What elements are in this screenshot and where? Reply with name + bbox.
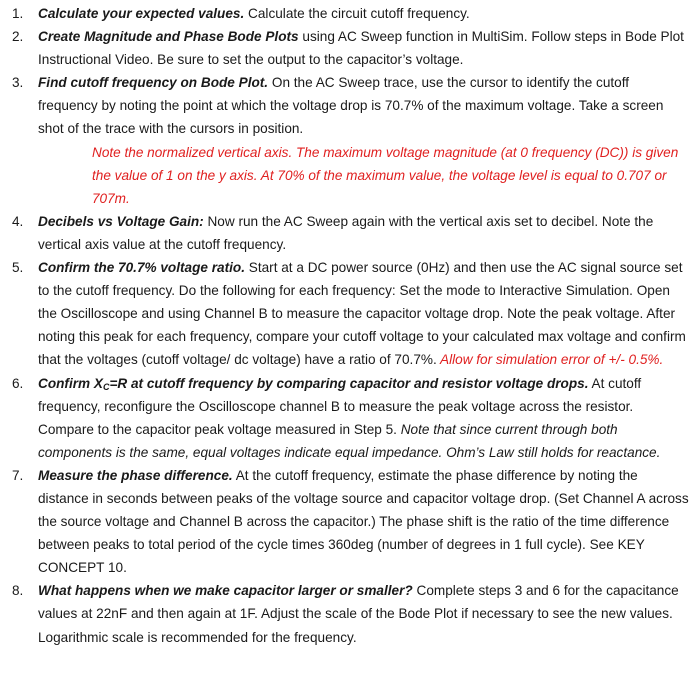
step-number: 1. [12, 6, 24, 21]
step-number: 3. [12, 75, 24, 91]
step-title-subscript: C [102, 381, 110, 392]
step-number: 6. [12, 375, 24, 391]
step-number: 2. [12, 29, 24, 45]
step-6 [12, 372, 690, 464]
step-text: At cutoff frequency, reconfigure the Oscilloscope channel B to measure the peak voltage across the resistor. Compare to the capacitor peak voltage measured in Step 5. [38, 375, 642, 437]
step-body [38, 71, 690, 210]
step-body [38, 372, 690, 464]
step-title: Confirm the 70.7% voltage ratio. [38, 260, 245, 276]
step-7 [12, 464, 690, 579]
step-body [38, 256, 690, 371]
step-number: 7. [12, 467, 24, 483]
step-title: Decibels vs Voltage Gain: [38, 213, 204, 229]
step-title-pre: Confirm X [38, 375, 103, 391]
step-body [38, 2, 690, 25]
step-title: Find cutoff frequency on Bode Plot. [38, 75, 269, 91]
step-text: Start at a DC power source (0Hz) and then use the AC signal source set to the cutoff frequency. Do the following for each frequency: Set the mode to Interactive Simulation. Open the Oscilloscope and using Channel B to measure the capacitor voltage drop. Note the peak voltage. After noting this peak for each frequency, compare your cutoff voltage to your calculated max voltage and confirm that the voltages (cutoff voltage/ dc voltage) have a ratio of 70.7%. [38, 260, 686, 368]
step-text: Complete steps 3 and 6 for the capacitance values at 22nF and then again at 1F. Adjust the scale of the Bode Plot if necessary to see the new values. Logarithmic scale is recommended for the frequency. [38, 583, 679, 645]
step-5 [12, 256, 690, 371]
step-italic-note: Note that since current through both components is the same, equal voltages indicate equal impedance. Ohm’s Law still holds for reactance. [38, 421, 661, 460]
step-title: Create Magnitude and Phase Bode Plots [38, 29, 299, 45]
step-red-note: Allow for simulation error of +/- 0.5%. [436, 352, 664, 368]
step-body [38, 464, 690, 579]
step-8 [12, 579, 690, 648]
step-body [38, 25, 690, 71]
step-body [38, 579, 690, 648]
step-title: Measure the phase difference. [38, 467, 233, 483]
step-number: 5. [12, 260, 24, 276]
step-number: 4. [12, 213, 24, 229]
steps-list [12, 2, 690, 649]
step-3 [12, 71, 690, 210]
step-note: Note the normalized vertical axis. The maximum voltage magnitude (at 0 frequency (DC)) is given the value of 1 on the y axis. At 70% of the maximum value, the voltage level is equal to 0.707 or 707m. [92, 144, 679, 206]
step-2 [12, 25, 690, 71]
step-1 [12, 2, 690, 25]
step-text: Calculate the circuit cutoff frequency. [244, 6, 470, 21]
step-body [38, 210, 690, 256]
step-title-post: =R at cutoff frequency by comparing capacitor and resistor voltage drops. [109, 375, 589, 391]
step-text: At the cutoff frequency, estimate the phase difference by noting the distance in seconds between peaks of the voltage source and capacitor voltage drop. (Set Channel A across the source voltage and Channel B across the capacitor.) The phase shift is the ratio of the time difference between peaks to total period of the cycle times 360deg (number of degrees in 1 full cycle). See KEY CONCEPT 10. [38, 467, 689, 576]
step-title: Calculate your expected values. [38, 6, 245, 21]
step-text: Now run the AC Sweep again with the vertical axis set to decibel. Note the vertical axis value at the cutoff frequency. [38, 213, 654, 252]
step-text: On the AC Sweep trace, use the cursor to identify the cutoff frequency by noting the point at which the voltage drop is 70.7% of the maximum voltage. Take a screen shot of the trace with the cursors in position. [38, 75, 664, 137]
step-number: 8. [12, 583, 24, 599]
step-title: What happens when we make capacitor larger or smaller? [38, 583, 413, 599]
step-text: using AC Sweep function in MultiSim. Follow steps in Bode Plot Instructional Video. Be sure to set the output to the capacitor’s voltage. [38, 29, 684, 68]
step-title [38, 376, 589, 391]
step-4 [12, 210, 690, 256]
